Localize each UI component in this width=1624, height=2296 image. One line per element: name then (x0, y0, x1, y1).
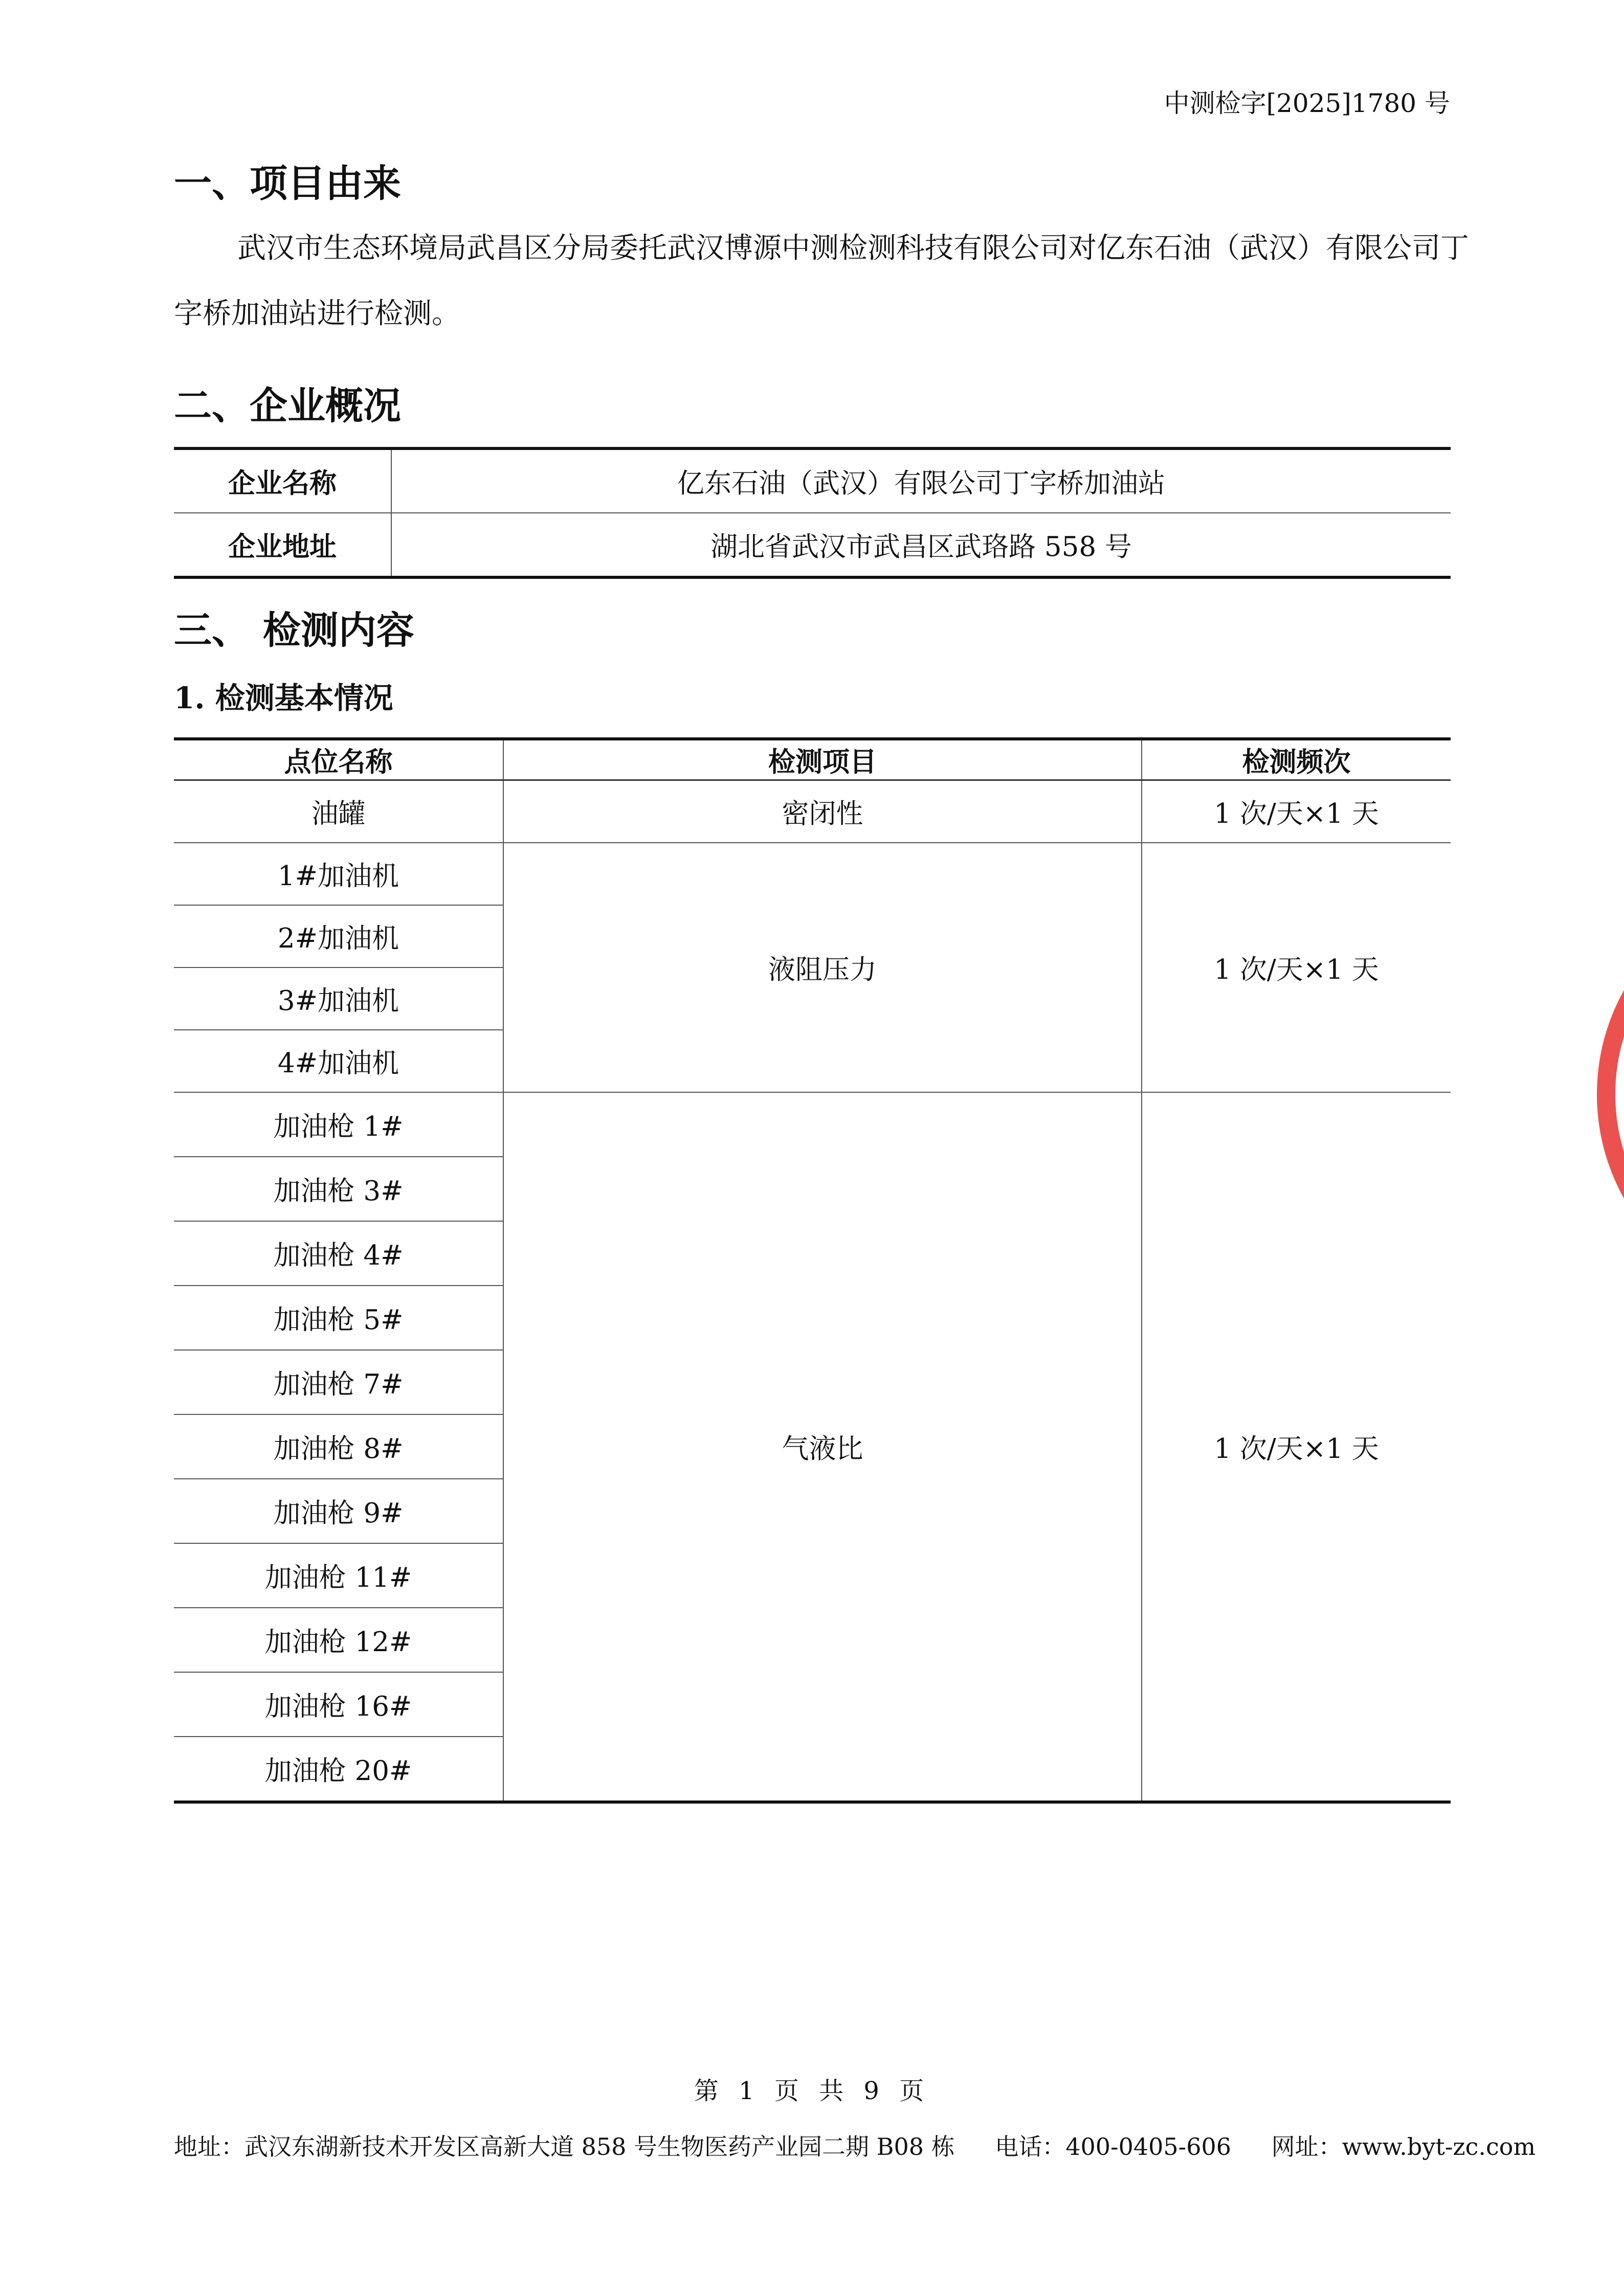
header-point: 点位名称 (174, 739, 503, 780)
subsection-title: 1. 检测基本情况 (174, 681, 393, 715)
company-name-label: 企业名称 (174, 448, 391, 513)
point-cell: 3#加油机 (174, 967, 503, 1030)
point-cell: 油罐 (174, 780, 503, 843)
point-cell: 加油枪 16# (174, 1672, 503, 1737)
table-row (174, 1092, 1451, 1157)
section-title-origin: 一、项目由来 (174, 162, 401, 206)
company-info-table (174, 447, 1451, 579)
point-cell: 2#加油机 (174, 905, 503, 967)
footer (174, 2128, 1568, 2162)
origin-paragraph (174, 216, 1473, 347)
company-name-row (174, 448, 1451, 513)
section-title-company: 二、企业概况 (174, 384, 401, 428)
point-cell: 加油枪 8# (174, 1414, 503, 1479)
report-number: 中测检字[2025]1780 号 (1164, 88, 1450, 118)
company-seal (1586, 961, 1624, 1227)
point-cell: 4#加油机 (174, 1030, 503, 1092)
company-name-value: 亿东石油（武汉）有限公司丁字桥加油站 (391, 448, 1451, 513)
frequency-cell: 1 次/天×1 天 (1142, 1092, 1451, 1802)
point-cell: 加油枪 3# (174, 1157, 503, 1221)
item-cell: 液阻压力 (503, 843, 1142, 1092)
item-cell: 气液比 (503, 1092, 1142, 1802)
item-cell: 密闭性 (503, 780, 1142, 843)
point-cell: 加油枪 4# (174, 1221, 503, 1286)
point-cell: 1#加油机 (174, 843, 503, 905)
table-row (174, 843, 1451, 905)
company-address-label: 企业地址 (174, 513, 391, 577)
table-header-row (174, 739, 1451, 780)
company-address-value: 湖北省武汉市武昌区武珞路 558 号 (710, 531, 1132, 562)
frequency-cell: 1 次/天×1 天 (1142, 843, 1451, 1092)
inspection-table (174, 737, 1451, 1804)
origin-text: 武汉市生态环境局武昌区分局委托武汉博源中测检测科技有限公司对亿东石油（武汉）有限公司丁字桥加油站进行检测。 (174, 232, 1469, 330)
header-item: 检测项目 (503, 739, 1142, 780)
company-address-row (174, 513, 1451, 577)
page-number: 第 1 页 共 9 页 (694, 2077, 930, 2105)
header-frequency: 检测频次 (1142, 739, 1451, 780)
point-cell: 加油枪 9# (174, 1479, 503, 1543)
frequency-cell: 1 次/天×1 天 (1142, 780, 1451, 843)
point-cell: 加油枪 1# (174, 1092, 503, 1157)
section-title-content: 三、 检测内容 (174, 609, 414, 652)
footer-phone: 电话：400-0405-606 (995, 2133, 1232, 2160)
point-cell: 加油枪 20# (174, 1737, 503, 1802)
point-cell: 加油枪 12# (174, 1608, 503, 1672)
point-cell: 加油枪 5# (174, 1286, 503, 1350)
point-cell: 加油枪 11# (174, 1543, 503, 1608)
footer-address: 地址：武汉东湖新技术开发区高新大道 858 号生物医药产业园二期 B08 栋 (174, 2133, 955, 2160)
point-cell: 加油枪 7# (174, 1350, 503, 1414)
footer-website: 网址：www.byt-zc.com (1271, 2133, 1536, 2160)
table-row (174, 780, 1451, 843)
